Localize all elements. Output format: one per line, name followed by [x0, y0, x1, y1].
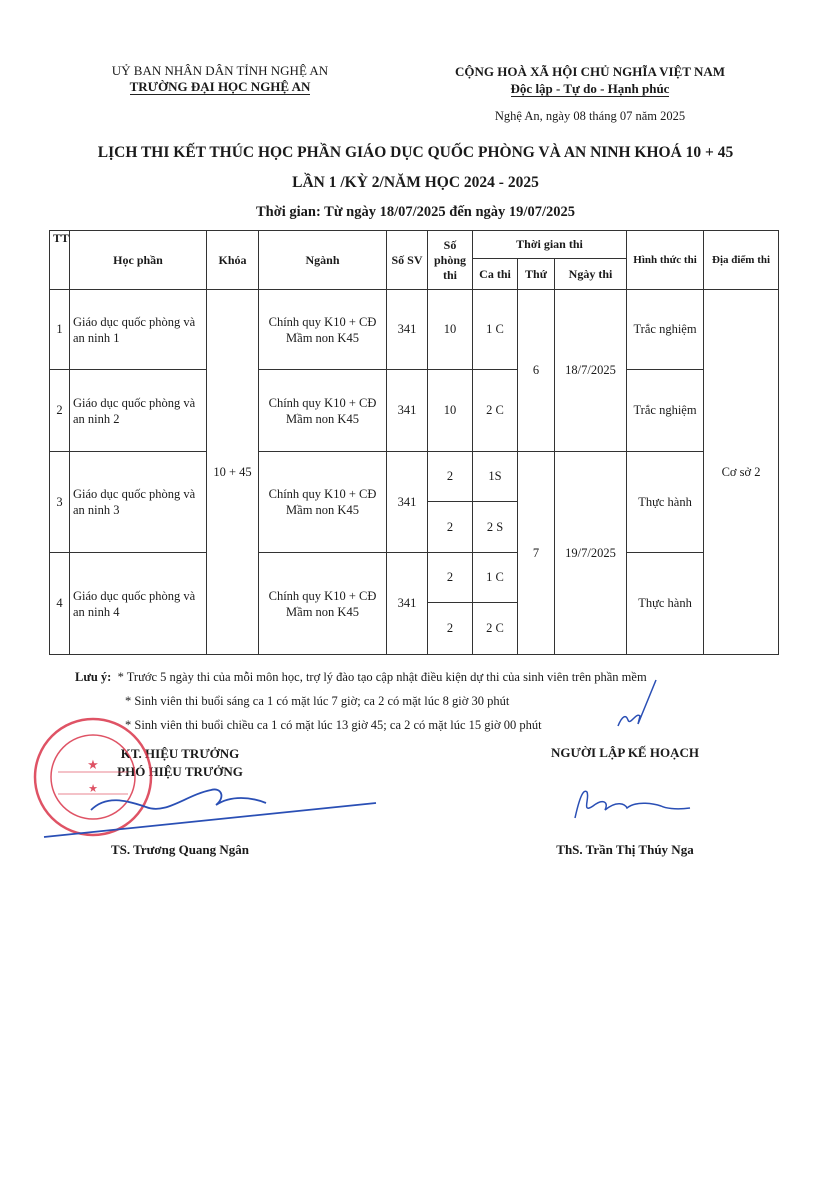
- header-ngay-thi: Ngày thi: [555, 259, 627, 290]
- row-ca-thi: 2 C: [473, 603, 518, 655]
- day1-thu: 6: [518, 290, 555, 452]
- row-hoc-phan: Giáo dục quốc phòng và an ninh 4: [70, 553, 207, 655]
- row-nganh: Chính quy K10 + CĐ Mầm non K45: [259, 290, 387, 370]
- row-so-sv: 341: [387, 370, 428, 452]
- row-nganh: Chính quy K10 + CĐ Mầm non K45: [259, 370, 387, 452]
- row-ca-thi: 1 C: [473, 553, 518, 603]
- row-tt: 3: [50, 452, 70, 553]
- header-khoa: Khóa: [207, 231, 259, 290]
- table-row: [50, 370, 779, 452]
- left-signer-title: KT. HIỆU TRƯỞNG: [120, 746, 240, 761]
- header-thoi-gian: Thời gian thi: [473, 231, 627, 259]
- row-hinh-thuc: Thực hành: [627, 452, 704, 553]
- note-1: * Trước 5 ngày thi của mỗi môn học, trợ lý đào tạo cập nhật điều kiện dự thi của sinh viên trên phần mềm: [117, 670, 647, 684]
- note-2: * Sinh viên thi buổi sáng ca 1 có mặt lúc 7 giờ; ca 2 có mặt lúc 8 giờ 30 phút: [125, 694, 510, 708]
- row-nganh: Chính quy K10 + CĐ Mầm non K45: [259, 553, 387, 655]
- header-nganh: Ngành: [259, 231, 387, 290]
- exam-schedule-table: [49, 230, 779, 655]
- row-so-phong: 2: [428, 553, 473, 603]
- row-hinh-thuc: Thực hành: [627, 553, 704, 655]
- row-tt: 1: [50, 290, 70, 370]
- document-subtitle: LẦN 1 /KỲ 2/NĂM HỌC 2024 - 2025: [292, 174, 539, 191]
- notes-section: [75, 665, 775, 737]
- country-name: CỘNG HOÀ XÃ HỘI CHỦ NGHĨA VIỆT NAM: [454, 64, 726, 79]
- row-ca-thi: 1S: [473, 452, 518, 502]
- initials-mark: [612, 676, 662, 736]
- header-hoc-phan: Học phần: [70, 231, 207, 290]
- row-ca-thi: 2 C: [473, 370, 518, 452]
- svg-text:★: ★: [87, 757, 99, 772]
- khoa-cell: 10 + 45: [207, 290, 259, 655]
- header-tt: TT: [50, 231, 70, 290]
- table-row: [50, 553, 779, 603]
- school-name: TRƯỜNG ĐẠI HỌC NGHỆ AN: [129, 79, 311, 94]
- row-ca-thi: 1 C: [473, 290, 518, 370]
- header-so-sv: Số SV: [387, 231, 428, 290]
- row-hinh-thuc: Trắc nghiệm: [627, 370, 704, 452]
- exam-period: Thời gian: Từ ngày 18/07/2025 đến ngày 19/07/2025: [255, 204, 575, 220]
- header-dia-diem: Địa điểm thi: [704, 231, 779, 290]
- row-so-sv: 341: [387, 452, 428, 553]
- row-hoc-phan: Giáo dục quốc phòng và an ninh 2: [70, 370, 207, 452]
- row-ca-thi: 2 S: [473, 502, 518, 553]
- right-signer-title: NGƯỜI LẬP KẾ HOẠCH: [551, 745, 699, 760]
- row-so-phong: 2: [428, 603, 473, 655]
- document-title: LỊCH THI KẾT THÚC HỌC PHẦN GIÁO DỤC QUỐC PHÒNG VÀ AN NINH KHOÁ 10 + 45: [97, 144, 734, 161]
- right-signer-name: ThS. Trần Thị Thúy Nga: [556, 842, 694, 857]
- dia-diem-cell: Cơ sở 2: [704, 290, 779, 655]
- header-so-phong: Số phòng thi: [428, 231, 473, 290]
- row-so-phong: 2: [428, 452, 473, 502]
- right-signature-ink: [565, 780, 705, 830]
- table-row: [50, 290, 779, 370]
- header-hinh-thuc: Hình thức thi: [627, 231, 704, 290]
- header-thu: Thứ: [518, 259, 555, 290]
- authority-name: UỶ BAN NHÂN DÂN TỈNH NGHỆ AN: [111, 63, 329, 78]
- left-signature-ink: [36, 775, 386, 845]
- left-signer-name: TS. Trương Quang Ngân: [110, 842, 250, 857]
- header-ca-thi: Ca thi: [473, 259, 518, 290]
- row-so-phong: 10: [428, 290, 473, 370]
- row-so-sv: 341: [387, 553, 428, 655]
- row-nganh: Chính quy K10 + CĐ Mầm non K45: [259, 452, 387, 553]
- notes-label: Lưu ý:: [75, 670, 112, 684]
- row-so-phong: 2: [428, 502, 473, 553]
- row-hoc-phan: Giáo dục quốc phòng và an ninh 3: [70, 452, 207, 553]
- day1-ngay: 18/7/2025: [555, 290, 627, 452]
- motto: Độc lập - Tự do - Hạnh phúc: [510, 81, 670, 96]
- row-tt: 4: [50, 553, 70, 655]
- issuing-authority: [80, 63, 360, 95]
- svg-text:★: ★: [88, 783, 98, 795]
- note-3: * Sinh viên thi buổi chiều ca 1 có mặt lúc 13 giờ 45; ca 2 có mặt lúc 15 giờ 00 phút: [125, 718, 542, 732]
- row-so-phong: 10: [428, 370, 473, 452]
- table-row: [50, 452, 779, 502]
- day2-ngay: 19/7/2025: [555, 452, 627, 655]
- row-hinh-thuc: Trắc nghiệm: [627, 290, 704, 370]
- left-signer-subtitle: PHÓ HIỆU TRƯỞNG: [117, 764, 243, 779]
- row-tt: 2: [50, 370, 70, 452]
- document-date: Nghệ An, ngày 08 tháng 07 năm 2025: [494, 109, 686, 123]
- row-so-sv: 341: [387, 290, 428, 370]
- row-hoc-phan: Giáo dục quốc phòng và an ninh 1: [70, 290, 207, 370]
- day2-thu: 7: [518, 452, 555, 655]
- national-motto: [420, 63, 760, 97]
